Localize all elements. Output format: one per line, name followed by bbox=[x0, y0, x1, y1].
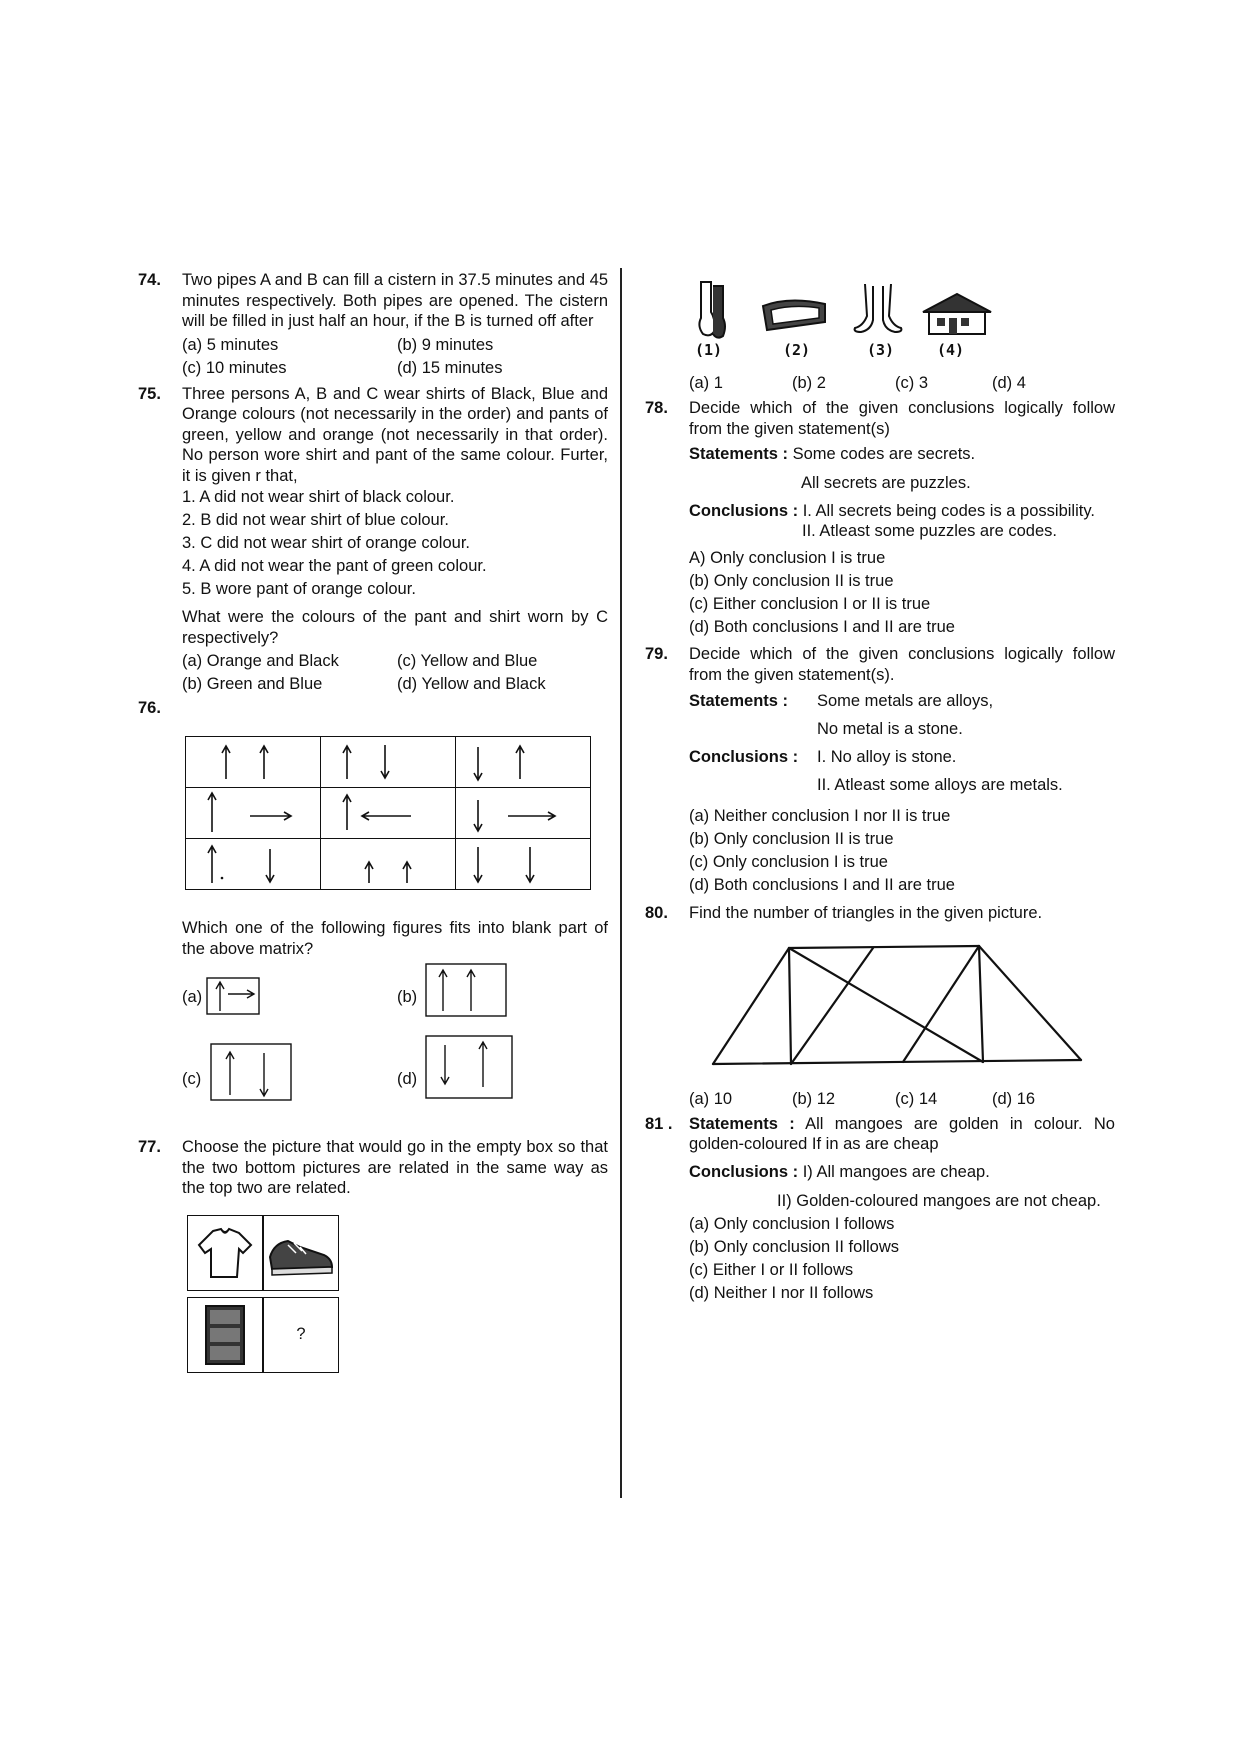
option-label: (d) bbox=[397, 1070, 418, 1088]
statement-1-line bbox=[689, 443, 1115, 466]
option-b[interactable]: (b) Green and Blue bbox=[182, 675, 323, 693]
figure-labels bbox=[695, 340, 1115, 366]
question-text: Three persons A, B and C wear shirts of Black, Blue and Orange colours (not necessarily in the order) and pants of green, yellow and orange (not necessarily in that order). No person wore shirt and pant of the same colour. Furter, it is given r that, bbox=[182, 384, 608, 485]
conclusion-1: I. All secrets being codes is a possibility. bbox=[802, 502, 1095, 520]
option-b[interactable]: (b) 12 bbox=[792, 1089, 836, 1108]
option-d[interactable]: (d) Yellow and Black bbox=[397, 675, 546, 693]
sneaker-icon bbox=[266, 1223, 336, 1283]
option-c[interactable]: (c) Either conclusion I or II is true bbox=[689, 595, 931, 613]
matrix-cell bbox=[186, 788, 321, 839]
socks-icon bbox=[693, 278, 733, 342]
question-80 bbox=[645, 903, 1115, 1111]
question-prompt: What were the colours of the pant and shirt worn by C respectively? bbox=[182, 608, 608, 647]
question-number: 75. bbox=[138, 384, 161, 403]
matrix-cell bbox=[321, 839, 456, 890]
question-number: 74. bbox=[138, 271, 161, 289]
matrix-cell bbox=[321, 788, 456, 839]
option-b[interactable]: (b) 2 bbox=[792, 374, 826, 392]
clue-4: 4. A did not wear the pant of green colour. bbox=[182, 557, 487, 575]
option-a[interactable]: (a) Orange and Black bbox=[182, 652, 339, 670]
option-b-arrows bbox=[425, 963, 509, 1019]
statement-1: Some metals are alloys, bbox=[817, 692, 994, 710]
empty-box bbox=[263, 1297, 339, 1373]
column-divider bbox=[620, 268, 622, 1498]
question-76 bbox=[138, 698, 608, 1123]
clue-2: 2. B did not wear shirt of blue colour. bbox=[182, 511, 449, 529]
question-number: 78. bbox=[645, 399, 668, 417]
question-number: 76. bbox=[138, 699, 161, 717]
clue-3: 3. C did not wear shirt of orange colour. bbox=[182, 534, 470, 552]
question-74 bbox=[138, 270, 608, 380]
statements-label: Statements : bbox=[689, 445, 789, 463]
right-column bbox=[645, 270, 1115, 1305]
matrix-cell bbox=[456, 839, 591, 890]
house-icon bbox=[921, 292, 993, 338]
option-a[interactable]: (a) 10 bbox=[689, 1089, 733, 1108]
statement-1: Some codes are secrets. bbox=[792, 445, 976, 463]
option-b[interactable]: (b) Only conclusion II follows bbox=[689, 1237, 899, 1256]
option-c[interactable]: (c) Either I or II follows bbox=[689, 1260, 854, 1279]
option-d[interactable]: (d) Both conclusions I and II are true bbox=[689, 876, 955, 894]
question-number: 77. bbox=[138, 1138, 161, 1156]
question-number: 80. bbox=[645, 904, 668, 922]
option-c[interactable]: (c) Only conclusion I is true bbox=[689, 853, 888, 871]
tshirt-icon bbox=[193, 1221, 257, 1285]
question-prompt: Which one of the following figures fits into blank part of the above matrix? bbox=[182, 919, 608, 958]
conclusions-label: Conclusions : bbox=[689, 502, 799, 520]
question-text: Decide which of the given conclusions logically follow from the given statement(s) bbox=[689, 399, 1115, 438]
option-c-figure[interactable] bbox=[182, 1069, 201, 1090]
question-number: 81 . bbox=[645, 1114, 673, 1133]
conclusion-2: II. Atleast some puzzles are codes. bbox=[802, 522, 1057, 540]
conclusion-1: I) All mangoes are cheap. bbox=[802, 1162, 990, 1181]
figure-label-2: (2) bbox=[783, 341, 811, 359]
statement-2: All secrets are puzzles. bbox=[801, 474, 971, 492]
matrix-cell bbox=[456, 788, 591, 839]
option-b-figure[interactable] bbox=[397, 987, 417, 1008]
option-c[interactable]: (c) 10 minutes bbox=[182, 358, 287, 377]
option-d[interactable]: (d) 4 bbox=[992, 374, 1026, 392]
triangles-figure bbox=[707, 942, 1087, 1070]
option-c[interactable]: (c) 14 bbox=[895, 1089, 938, 1108]
matrix-cell bbox=[321, 737, 456, 788]
answer-options bbox=[689, 1088, 1115, 1111]
shoe-picture bbox=[263, 1215, 339, 1291]
question-77 bbox=[138, 1137, 608, 1373]
question-79 bbox=[645, 644, 1115, 897]
conclusion-1: I. No alloy is stone. bbox=[817, 748, 957, 766]
option-label: (a) bbox=[182, 988, 203, 1006]
bookshelf-picture bbox=[187, 1297, 263, 1373]
conclusion-2: II) Golden-coloured mangoes are not cheap. bbox=[777, 1191, 1101, 1210]
sofa-icon bbox=[759, 294, 829, 334]
figure-options bbox=[182, 973, 608, 1123]
question-75 bbox=[138, 384, 608, 697]
option-a[interactable]: (a) 1 bbox=[689, 374, 723, 392]
question-mark: ? bbox=[296, 1325, 306, 1344]
option-a-arrows bbox=[206, 977, 262, 1017]
option-c[interactable]: (c) Yellow and Blue bbox=[397, 652, 538, 670]
option-d[interactable]: (d) 16 bbox=[992, 1089, 1036, 1108]
option-a[interactable]: (a) 5 minutes bbox=[182, 335, 279, 354]
matrix-cell bbox=[456, 737, 591, 788]
option-d-figure[interactable] bbox=[397, 1069, 417, 1090]
arrow-matrix bbox=[185, 736, 591, 890]
bookshelf-icon bbox=[200, 1302, 250, 1368]
left-column bbox=[138, 270, 608, 1373]
question-text: Choose the picture that would go in the empty box so that the two bottom pictures are related in the same way as the top two are related. bbox=[182, 1138, 608, 1197]
answer-options bbox=[182, 650, 608, 696]
figure-row bbox=[693, 270, 1115, 340]
matrix-cell bbox=[186, 737, 321, 788]
conclusion-1-line bbox=[689, 1161, 1115, 1184]
option-b[interactable]: (b) 9 minutes bbox=[397, 335, 494, 354]
option-b[interactable]: (b) Only conclusion II is true bbox=[689, 572, 894, 590]
question-text: Two pipes A and B can fill a cistern in 37.5 minutes and 45 minutes respectively. Both pipes are opened. The cistern will be filled in just half an hour, if the B is turned off after bbox=[182, 271, 608, 330]
statements-label: Statements : bbox=[689, 692, 789, 710]
option-d-arrows bbox=[425, 1035, 515, 1101]
option-b[interactable]: (b) Only conclusion II is true bbox=[689, 830, 894, 848]
option-d[interactable]: (d) 15 minutes bbox=[397, 358, 503, 377]
clue-5: 5. B wore pant of orange colour. bbox=[182, 580, 416, 598]
statements-label: Statements : bbox=[689, 1114, 795, 1133]
option-d[interactable]: (d) Both conclusions I and II are true bbox=[689, 618, 955, 636]
option-a-figure[interactable] bbox=[182, 987, 202, 1008]
answer-options bbox=[182, 334, 608, 380]
matrix-cell bbox=[186, 839, 321, 890]
statement: All mangoes are golden in colour. No golden-coloured If in as are cheap bbox=[689, 1114, 1115, 1153]
figure-label-1: (1) bbox=[695, 341, 723, 359]
option-a[interactable]: (a) Neither conclusion I nor II is true bbox=[689, 807, 951, 825]
conclusion-2: II. Atleast some alloys are metals. bbox=[817, 776, 1063, 794]
question-text: Find the number of triangles in the given picture. bbox=[689, 904, 1043, 922]
statement-line bbox=[689, 1114, 1115, 1155]
option-a[interactable]: A) Only conclusion I is true bbox=[689, 549, 886, 567]
answer-options bbox=[689, 372, 1115, 395]
option-c[interactable]: (c) 3 bbox=[895, 374, 928, 392]
question-78 bbox=[645, 398, 1115, 639]
option-label: (b) bbox=[397, 988, 418, 1006]
option-a[interactable]: (a) Only conclusion I follows bbox=[689, 1214, 895, 1233]
question-text: Decide which of the given conclusions logically follow from the given statement(s). bbox=[689, 645, 1115, 684]
option-label: (c) bbox=[182, 1070, 202, 1088]
conclusions-label: Conclusions : bbox=[689, 748, 799, 766]
clue-1: 1. A did not wear shirt of black colour. bbox=[182, 488, 455, 506]
question-81 bbox=[645, 1114, 1115, 1305]
option-d[interactable]: (d) Neither I nor II follows bbox=[689, 1283, 874, 1302]
q77-figure-options bbox=[645, 270, 1115, 395]
figure-label-3: (3) bbox=[867, 341, 895, 359]
question-number: 79. bbox=[645, 645, 668, 663]
statements-block bbox=[689, 689, 1115, 805]
option-c-arrows bbox=[210, 1043, 294, 1103]
tshirt-picture bbox=[187, 1215, 263, 1291]
conclusions-label: Conclusions : bbox=[689, 1162, 799, 1181]
analogy-grid bbox=[187, 1215, 608, 1373]
feet-icon bbox=[851, 280, 905, 336]
figure-label-4: (4) bbox=[937, 341, 965, 359]
statement-2: No metal is a stone. bbox=[817, 720, 963, 738]
